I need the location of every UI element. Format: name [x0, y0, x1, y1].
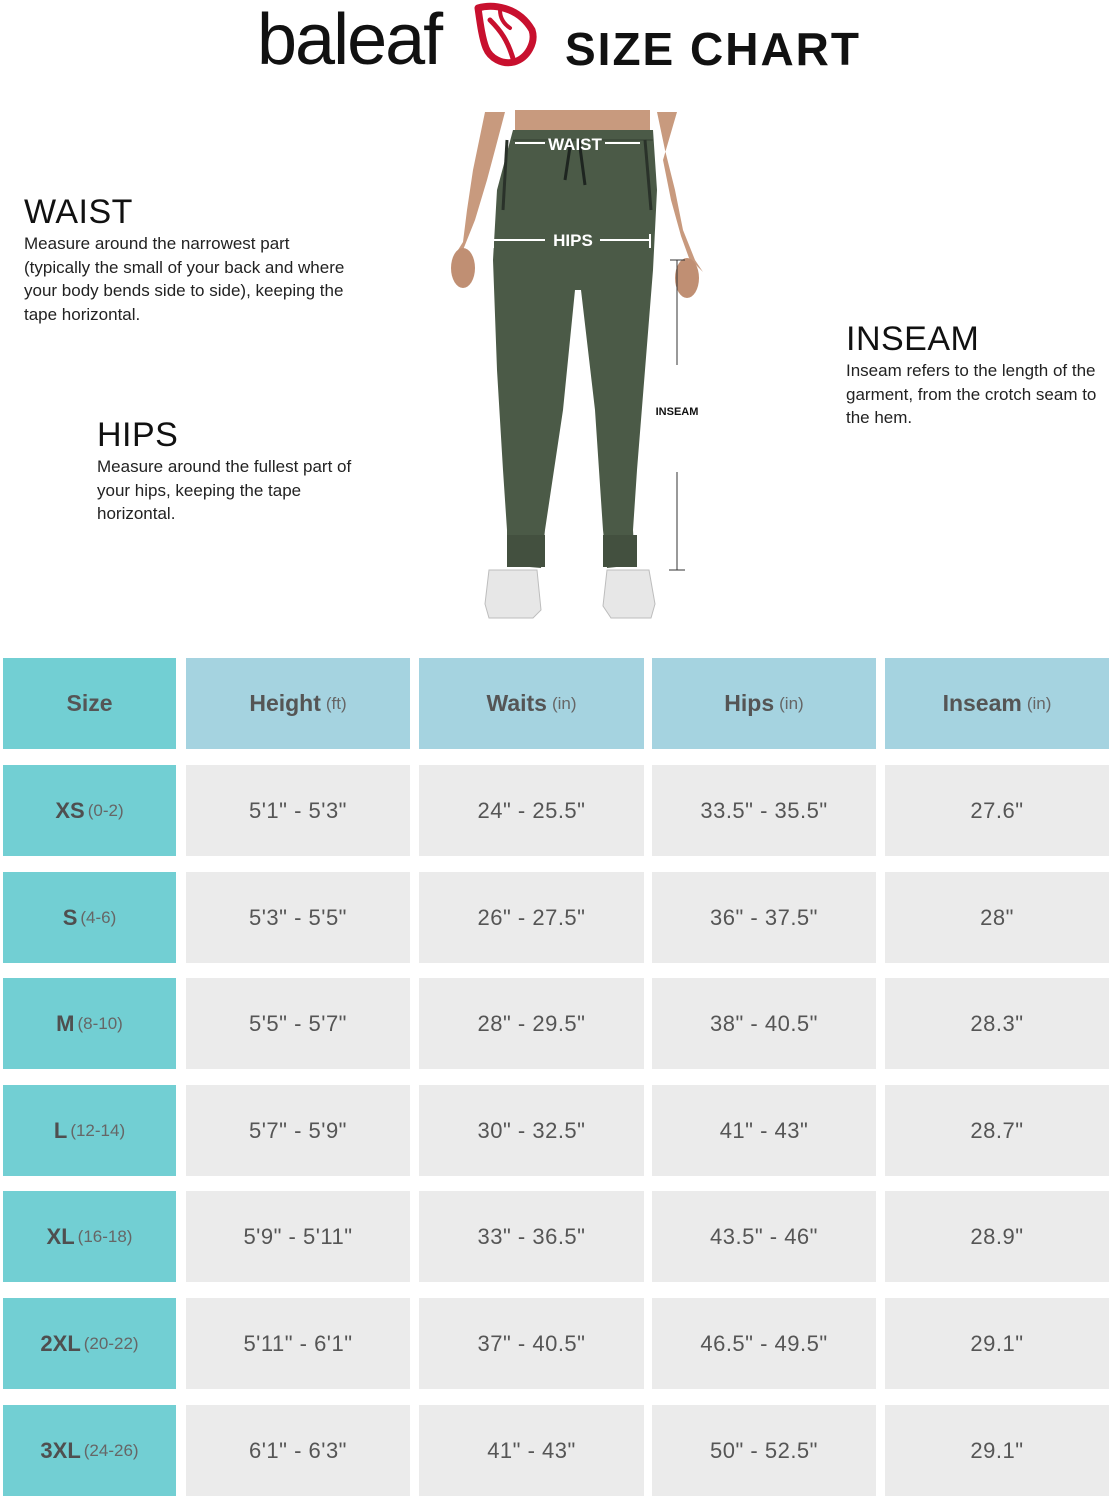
size-range: (4-6) — [80, 907, 117, 927]
hips-marker-label: HIPS — [553, 231, 593, 250]
hips-cell — [652, 1298, 876, 1389]
inseam-value: 28" — [980, 904, 1014, 930]
size-range: (20-22) — [83, 1333, 139, 1353]
header-label: Size — [66, 690, 113, 716]
inseam-instructions — [846, 321, 1112, 430]
hips-value: 33.5" - 35.5" — [700, 797, 828, 823]
hips-cell — [652, 872, 876, 963]
inseam-marker-label: INSEAM — [655, 406, 699, 418]
hips-instructions — [97, 417, 357, 526]
waist-cell — [419, 765, 644, 856]
table-header-cell — [885, 658, 1109, 749]
height-cell — [186, 765, 410, 856]
hips-cell — [652, 1191, 876, 1282]
hips-description: Measure around the fullest part of your hips, keeping the tape horizontal. — [97, 457, 352, 523]
height-value: 5'9" - 5'11" — [243, 1223, 353, 1249]
table-header-cell — [652, 658, 876, 749]
waist-value: 33" - 36.5" — [477, 1223, 586, 1249]
height-cell — [186, 1405, 410, 1496]
page-title: SIZE CHART — [565, 23, 861, 75]
size-cell — [3, 872, 176, 963]
height-value: 6'1" - 6'3" — [248, 1437, 347, 1463]
waist-description: Measure around the narrowest part (typically the small of your back and where your body bends side to side), keeping the tape horizontal. — [24, 234, 345, 324]
pants-model-figure — [445, 110, 715, 630]
size-range: (16-18) — [77, 1226, 133, 1246]
size-cell — [3, 1085, 176, 1176]
hips-value: 36" - 37.5" — [710, 904, 818, 930]
size-label: XS — [55, 797, 85, 823]
inseam-heading: INSEAM — [846, 320, 980, 358]
height-cell — [186, 1191, 410, 1282]
table-header-cell — [419, 658, 644, 749]
hips-cell — [652, 978, 876, 1069]
height-value: 5'7" - 5'9" — [248, 1117, 347, 1143]
table-header-cell — [186, 658, 410, 749]
size-label: 2XL — [40, 1330, 81, 1356]
header-label: Hips — [724, 690, 775, 716]
inseam-value: 28.7" — [970, 1117, 1024, 1143]
inseam-cell — [885, 872, 1109, 963]
height-value: 5'3" - 5'5" — [248, 904, 347, 930]
size-label: XL — [46, 1223, 75, 1249]
inseam-cell — [885, 1298, 1109, 1389]
inseam-cell — [885, 978, 1109, 1069]
size-cell — [3, 1298, 176, 1389]
height-cell — [186, 1085, 410, 1176]
waist-cell — [419, 1191, 644, 1282]
size-cell — [3, 978, 176, 1069]
hips-value: 43.5" - 46" — [710, 1223, 818, 1249]
inseam-value: 27.6" — [970, 797, 1024, 823]
hips-cell — [652, 765, 876, 856]
inseam-value: 28.9" — [970, 1223, 1024, 1249]
inseam-description: Inseam refers to the length of the garment, from the crotch seam to the hem. — [846, 361, 1097, 427]
header-label: Waits — [486, 690, 547, 716]
size-range: (12-14) — [70, 1120, 126, 1140]
inseam-cell — [885, 1405, 1109, 1496]
size-range: (0-2) — [87, 800, 124, 820]
inseam-value: 28.3" — [970, 1010, 1024, 1036]
height-cell — [186, 978, 410, 1069]
table-header-cell — [3, 658, 176, 749]
hips-cell — [652, 1085, 876, 1176]
height-value: 5'5" - 5'7" — [248, 1010, 347, 1036]
waist-value: 24" - 25.5" — [477, 797, 586, 823]
waist-cell — [419, 1085, 644, 1176]
waist-marker-label: WAIST — [548, 135, 602, 154]
waist-heading: WAIST — [24, 193, 133, 231]
header-unit: (in) — [1026, 693, 1052, 713]
header-label: Inseam — [942, 690, 1022, 716]
brand-header — [255, 0, 875, 80]
waist-instructions — [24, 194, 354, 326]
hips-value: 38" - 40.5" — [710, 1010, 818, 1036]
size-cell — [3, 1405, 176, 1496]
inseam-value: 29.1" — [970, 1330, 1024, 1356]
hips-value: 41" - 43" — [719, 1117, 809, 1143]
waist-cell — [419, 1298, 644, 1389]
header-unit: (ft) — [325, 693, 347, 713]
hips-cell — [652, 1405, 876, 1496]
height-cell — [186, 872, 410, 963]
header-unit: (in) — [551, 693, 577, 713]
brand-name: baleaf — [257, 0, 442, 80]
height-value: 5'11" - 6'1" — [243, 1330, 353, 1356]
hips-value: 46.5" - 49.5" — [700, 1330, 828, 1356]
hips-heading: HIPS — [97, 416, 179, 454]
size-cell — [3, 765, 176, 856]
waist-value: 30" - 32.5" — [477, 1117, 586, 1143]
waist-cell — [419, 872, 644, 963]
size-label: L — [53, 1117, 68, 1143]
height-value: 5'1" - 5'3" — [248, 797, 347, 823]
inseam-value: 29.1" — [970, 1437, 1024, 1463]
waist-cell — [419, 978, 644, 1069]
waist-value: 28" - 29.5" — [477, 1010, 586, 1036]
hips-value: 50" - 52.5" — [710, 1437, 818, 1463]
inseam-cell — [885, 1085, 1109, 1176]
inseam-cell — [885, 765, 1109, 856]
size-label: S — [62, 904, 78, 930]
waist-value: 41" - 43" — [487, 1437, 576, 1463]
height-cell — [186, 1298, 410, 1389]
waist-value: 37" - 40.5" — [477, 1330, 586, 1356]
header-label: Height — [249, 690, 321, 716]
header-unit: (in) — [779, 693, 804, 713]
size-label: M — [56, 1010, 75, 1036]
inseam-cell — [885, 1191, 1109, 1282]
leaf-logo-icon — [470, 2, 540, 68]
waist-cell — [419, 1405, 644, 1496]
size-range: (8-10) — [77, 1013, 123, 1033]
size-cell — [3, 1191, 176, 1282]
size-label: 3XL — [40, 1437, 81, 1463]
size-range: (24-26) — [83, 1440, 139, 1460]
waist-value: 26" - 27.5" — [477, 904, 586, 930]
